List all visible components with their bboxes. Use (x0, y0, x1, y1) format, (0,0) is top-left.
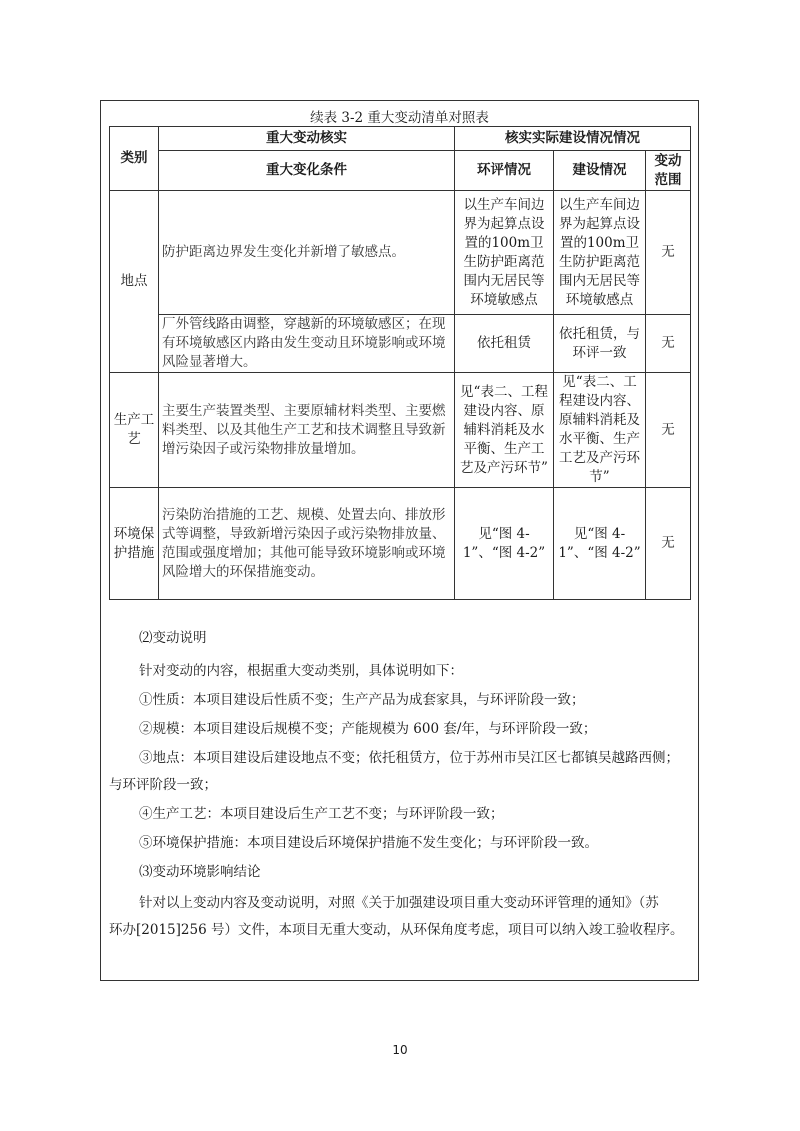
row-category: 环境保护措施 (110, 488, 159, 600)
row-construction: 以生产车间边界为起算点设置的100m卫生防护距离范围内无居民等环境敏感点 (554, 191, 646, 315)
item-process: ④生产工艺：本项目建设后生产工艺不变；与环评阶段一致； (139, 806, 504, 822)
item-scale: ②规模：本项目建设后规模不变；产能规模为 600 套/年，与环评阶段一致； (139, 721, 597, 737)
row-construction: 依托租赁，与环评一致 (554, 315, 646, 373)
section-3-text: 针对以上变动内容及变动说明，对照《关于加强建设项目重大变动环评管理的通知》（苏 (139, 895, 659, 911)
table-row (110, 315, 691, 373)
header-category: 类别 (110, 127, 159, 191)
row-construction: 见“表二、工程建设内容、原辅料消耗及水平衡、生产工艺及产污环节” (554, 373, 646, 488)
table-row (110, 191, 691, 315)
row-condition: 厂外管线路由调整，穿越新的环境敏感区；在现有环境敏感区内路由发生变动且环境影响或环境风险显著增大。 (159, 315, 455, 373)
row-category: 地点 (110, 191, 159, 373)
row-scope: 无 (646, 373, 691, 488)
row-category: 生产工艺 (110, 373, 159, 488)
header-check-group: 重大变动核实 (159, 127, 455, 151)
header-construction: 建设情况 (554, 151, 646, 191)
header-scope: 变动范围 (646, 151, 691, 191)
section-2-intro: 针对变动的内容，根据重大变动类别，具体说明如下： (139, 663, 463, 679)
row-construction: 见“图 4-1”、“图 4-2” (554, 488, 646, 600)
table-row (110, 488, 691, 600)
row-condition: 防护距离边界发生变化并新增了敏感点。 (159, 191, 455, 315)
row-condition: 主要生产装置类型、主要原辅材料类型、主要燃料类型、以及其他生产工艺和技术调整且导致新增污染因子或污染物排放量增加。 (159, 373, 455, 488)
row-scope: 无 (646, 191, 691, 315)
row-eia: 见“图 4-1”、“图 4-2” (455, 488, 554, 600)
header-eia: 环评情况 (455, 151, 554, 191)
table-header-row (110, 127, 691, 151)
item-env-measures: ⑤环境保护措施：本项目建设后环境保护措施不发生变化；与环评阶段一致。 (139, 835, 598, 851)
item-location: ③地点：本项目建设后建设地点不变；依托租赁方，位于苏州市吴江区七都镇吴越路西侧； (139, 750, 679, 766)
item-location-cont: 与环评阶段一致； (109, 777, 217, 793)
row-eia: 以生产车间边界为起算点设置的100m卫生防护距离范围内无居民等环境敏感点 (455, 191, 554, 315)
row-condition: 污染防治措施的工艺、规模、处置去向、排放形式等调整，导致新增污染因子或污染物排放量、范围或强度增加；其他可能导致环境影响或环境风险增大的环保措施变动。 (159, 488, 455, 600)
row-scope: 无 (646, 315, 691, 373)
section-2-title: ⑵变动说明 (139, 630, 207, 646)
section-3-title: ⑶变动环境影响结论 (139, 864, 261, 880)
item-nature: ①性质：本项目建设后性质不变；生产产品为成套家具，与环评阶段一致； (139, 692, 585, 708)
header-condition: 重大变化条件 (159, 151, 455, 191)
major-change-table (109, 126, 691, 600)
header-actual-group: 核实实际建设情况情况 (455, 127, 691, 151)
table-caption: 续表 3-2 重大变动清单对照表 (310, 110, 489, 126)
table-row (110, 373, 691, 488)
row-eia: 见“表二、工程建设内容、原辅料消耗及水平衡、生产工艺及产污环节” (455, 373, 554, 488)
table-subheader-row (110, 151, 691, 191)
section-3-text-cont: 环办[2015]256 号）文件，本项目无重大变动，从环保角度考虑，项目可以纳入竣工验收程序。 (109, 922, 684, 938)
page-number: 10 (392, 1043, 408, 1057)
row-eia: 依托租赁 (455, 315, 554, 373)
row-scope: 无 (646, 488, 691, 600)
document-frame (100, 100, 699, 981)
